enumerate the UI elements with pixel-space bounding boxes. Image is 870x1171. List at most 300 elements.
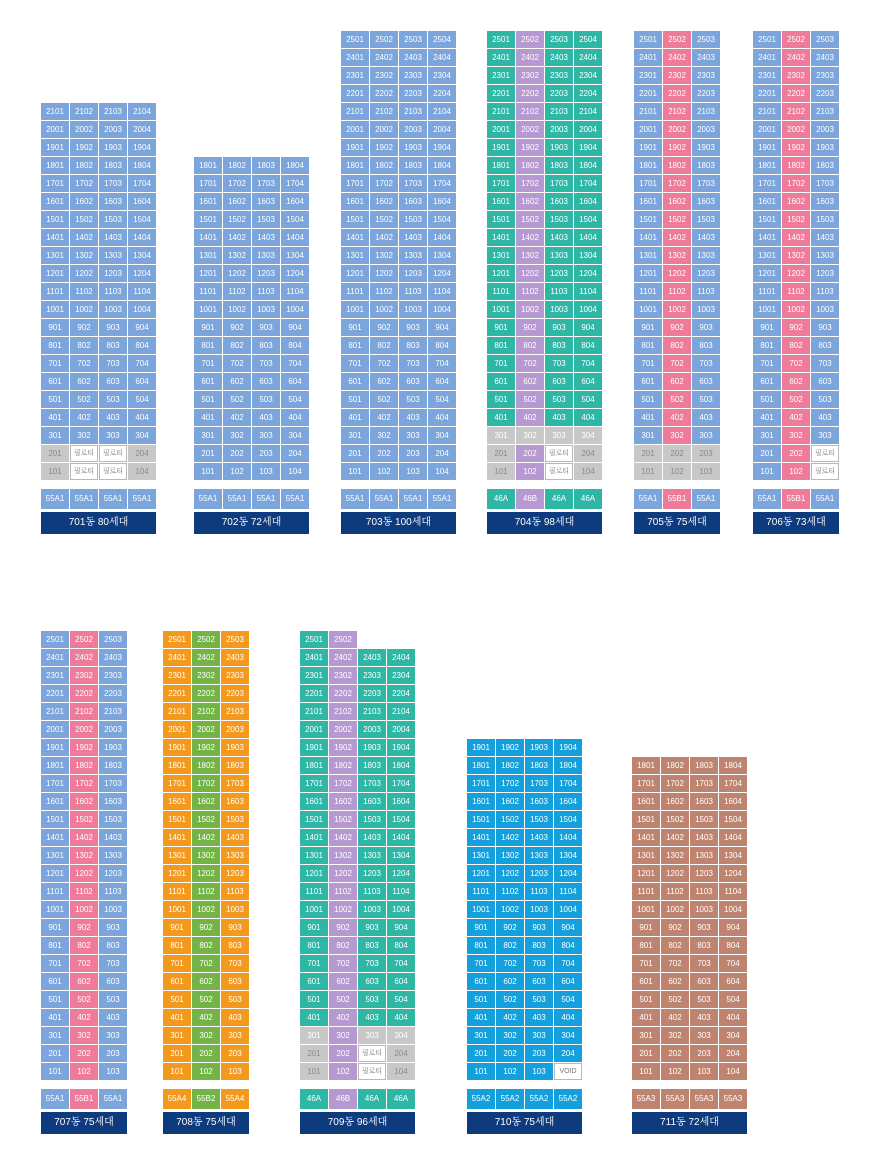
unit-cell[interactable]: 2304 [428, 67, 456, 84]
unit-cell[interactable]: 1203 [811, 265, 839, 282]
unit-cell[interactable]: 101 [753, 463, 781, 480]
unit-cell[interactable]: 401 [41, 409, 69, 426]
unit-cell[interactable]: 1302 [496, 847, 524, 864]
unit-cell[interactable]: 303 [252, 427, 280, 444]
unit-cell[interactable]: 1503 [252, 211, 280, 228]
unit-cell[interactable]: 504 [719, 991, 747, 1008]
unit-cell[interactable]: 304 [128, 427, 156, 444]
unit-cell[interactable]: 602 [70, 973, 98, 990]
unit-cell[interactable]: 204 [719, 1045, 747, 1062]
unit-cell[interactable]: 603 [221, 973, 249, 990]
unit-cell[interactable]: 1203 [690, 865, 718, 882]
unit-cell[interactable]: 703 [690, 955, 718, 972]
unit-cell[interactable]: 2102 [329, 703, 357, 720]
unit-cell[interactable]: 402 [223, 409, 251, 426]
unit-cell[interactable]: 1403 [545, 229, 573, 246]
unit-cell[interactable]: 1903 [99, 139, 127, 156]
unit-cell[interactable]: 1703 [811, 175, 839, 192]
unit-cell[interactable]: 2201 [634, 85, 662, 102]
unit-cell[interactable]: 2403 [692, 49, 720, 66]
unit-cell[interactable]: 2001 [41, 721, 69, 738]
unit-cell[interactable]: 303 [221, 1027, 249, 1044]
unit-cell[interactable]: 802 [70, 937, 98, 954]
unit-cell[interactable]: 204 [128, 445, 156, 462]
unit-cell[interactable]: 1602 [70, 193, 98, 210]
unit-cell[interactable]: 1601 [341, 193, 369, 210]
unit-cell[interactable]: 602 [192, 973, 220, 990]
unit-cell[interactable]: 1801 [467, 757, 495, 774]
unit-cell[interactable]: 1802 [192, 757, 220, 774]
unit-cell[interactable]: 1204 [554, 865, 582, 882]
unit-cell[interactable]: 703 [99, 955, 127, 972]
unit-cell[interactable]: 1303 [692, 247, 720, 264]
unit-cell[interactable]: 903 [358, 919, 386, 936]
unit-cell[interactable]: 1704 [387, 775, 415, 792]
unit-cell[interactable]: 802 [661, 937, 689, 954]
unit-cell[interactable]: 1501 [41, 211, 69, 228]
unit-cell[interactable]: 1502 [329, 811, 357, 828]
unit-cell[interactable]: 1701 [487, 175, 515, 192]
unit-cell[interactable]: 804 [128, 337, 156, 354]
unit-cell[interactable]: 903 [221, 919, 249, 936]
unit-cell[interactable]: 801 [41, 937, 69, 954]
unit-cell[interactable]: 2403 [399, 49, 427, 66]
unit-cell[interactable]: 1802 [496, 757, 524, 774]
unit-cell[interactable]: 402 [192, 1009, 220, 1026]
unit-cell[interactable]: 701 [632, 955, 660, 972]
unit-cell[interactable]: 1204 [128, 265, 156, 282]
unit-cell[interactable]: 801 [41, 337, 69, 354]
unit-cell[interactable]: 801 [632, 937, 660, 954]
unit-cell[interactable]: 102 [663, 463, 691, 480]
unit-cell[interactable]: 1604 [281, 193, 309, 210]
unit-cell[interactable]: 101 [300, 1063, 328, 1080]
unit-cell[interactable]: 1101 [41, 283, 69, 300]
unit-cell[interactable]: 504 [574, 391, 602, 408]
unit-cell[interactable]: 604 [387, 973, 415, 990]
unit-cell[interactable]: 801 [341, 337, 369, 354]
unit-cell[interactable]: 603 [99, 373, 127, 390]
unit-cell[interactable]: 1801 [487, 157, 515, 174]
unit-cell[interactable]: 1703 [99, 175, 127, 192]
unit-cell[interactable]: 1701 [41, 775, 69, 792]
unit-cell[interactable]: 103 [99, 1063, 127, 1080]
unit-cell[interactable]: 304 [554, 1027, 582, 1044]
unit-cell[interactable]: 1401 [487, 229, 515, 246]
unit-cell[interactable]: 403 [99, 409, 127, 426]
unit-cell[interactable]: 1001 [194, 301, 222, 318]
unit-cell[interactable]: 1001 [487, 301, 515, 318]
unit-cell[interactable]: 704 [128, 355, 156, 372]
unit-cell[interactable]: 2501 [487, 31, 515, 48]
unit-cell[interactable]: 1303 [811, 247, 839, 264]
unit-cell[interactable]: 703 [252, 355, 280, 372]
unit-cell[interactable]: 402 [329, 1009, 357, 1026]
unit-cell[interactable]: 501 [41, 391, 69, 408]
unit-cell[interactable]: 1903 [358, 739, 386, 756]
unit-cell[interactable]: 504 [281, 391, 309, 408]
unit-cell[interactable]: 501 [632, 991, 660, 1008]
unit-cell[interactable]: 1503 [399, 211, 427, 228]
unit-cell[interactable]: 1002 [223, 301, 251, 318]
unit-cell[interactable]: 1603 [358, 793, 386, 810]
unit-cell[interactable]: 1801 [341, 157, 369, 174]
unit-cell[interactable]: 202 [782, 445, 810, 462]
unit-cell[interactable]: 2303 [99, 667, 127, 684]
unit-cell[interactable]: 2004 [387, 721, 415, 738]
unit-cell[interactable]: 2401 [487, 49, 515, 66]
unit-cell[interactable]: 1204 [719, 865, 747, 882]
unit-cell[interactable]: 1402 [661, 829, 689, 846]
unit-cell[interactable]: 1102 [329, 883, 357, 900]
unit-cell[interactable]: 1201 [300, 865, 328, 882]
unit-cell[interactable]: 1401 [194, 229, 222, 246]
unit-cell[interactable]: 1901 [41, 139, 69, 156]
unit-cell[interactable]: 702 [782, 355, 810, 372]
unit-cell[interactable]: 1601 [41, 793, 69, 810]
unit-cell[interactable]: 101 [467, 1063, 495, 1080]
unit-cell[interactable]: 901 [341, 319, 369, 336]
unit-cell[interactable]: 1202 [516, 265, 544, 282]
unit-cell[interactable]: 403 [811, 409, 839, 426]
unit-cell[interactable]: 204 [387, 1045, 415, 1062]
unit-cell[interactable]: 802 [192, 937, 220, 954]
unit-cell[interactable]: 1103 [690, 883, 718, 900]
unit-cell[interactable]: 101 [194, 463, 222, 480]
unit-cell[interactable]: 1702 [70, 175, 98, 192]
unit-cell[interactable]: 2302 [329, 667, 357, 684]
unit-cell[interactable]: 403 [545, 409, 573, 426]
unit-cell[interactable]: 703 [99, 355, 127, 372]
unit-cell[interactable]: 2401 [341, 49, 369, 66]
unit-cell[interactable]: 901 [634, 319, 662, 336]
unit-cell[interactable]: 1704 [719, 775, 747, 792]
unit-cell[interactable]: 1802 [661, 757, 689, 774]
unit-cell[interactable]: 401 [632, 1009, 660, 1026]
unit-cell[interactable]: 502 [782, 391, 810, 408]
unit-cell[interactable]: 2202 [516, 85, 544, 102]
unit-cell[interactable]: 2101 [753, 103, 781, 120]
unit-cell[interactable]: 502 [663, 391, 691, 408]
unit-cell[interactable]: 1804 [387, 757, 415, 774]
unit-cell[interactable]: 203 [690, 1045, 718, 1062]
unit-cell[interactable]: 2401 [41, 649, 69, 666]
unit-cell[interactable]: 404 [387, 1009, 415, 1026]
unit-cell[interactable]: 1004 [554, 901, 582, 918]
unit-cell[interactable]: 202 [516, 445, 544, 462]
unit-cell[interactable]: 702 [663, 355, 691, 372]
unit-cell[interactable]: 2003 [358, 721, 386, 738]
unit-cell[interactable]: 803 [252, 337, 280, 354]
unit-cell[interactable]: 1703 [358, 775, 386, 792]
unit-cell[interactable]: 604 [574, 373, 602, 390]
unit-cell[interactable]: 803 [811, 337, 839, 354]
unit-cell[interactable]: 101 [341, 463, 369, 480]
unit-cell[interactable]: 1003 [692, 301, 720, 318]
unit-cell[interactable]: 2102 [192, 703, 220, 720]
unit-cell[interactable]: 603 [692, 373, 720, 390]
unit-cell[interactable]: 102 [496, 1063, 524, 1080]
unit-cell[interactable]: 901 [41, 919, 69, 936]
unit-cell[interactable]: 202 [329, 1045, 357, 1062]
unit-cell[interactable]: 804 [574, 337, 602, 354]
unit-cell[interactable]: 1601 [41, 193, 69, 210]
unit-cell[interactable]: 1003 [525, 901, 553, 918]
unit-cell[interactable]: 801 [163, 937, 191, 954]
unit-cell[interactable]: 1403 [221, 829, 249, 846]
unit-cell[interactable]: 1803 [399, 157, 427, 174]
unit-cell[interactable]: 1202 [223, 265, 251, 282]
unit-cell[interactable]: 1702 [370, 175, 398, 192]
unit-cell[interactable]: 1903 [545, 139, 573, 156]
unit-cell[interactable]: 2103 [221, 703, 249, 720]
unit-cell[interactable]: 2302 [70, 667, 98, 684]
unit-cell[interactable]: 2402 [70, 649, 98, 666]
unit-cell[interactable]: 801 [487, 337, 515, 354]
unit-cell[interactable]: 301 [632, 1027, 660, 1044]
unit-cell[interactable]: 1803 [690, 757, 718, 774]
unit-cell[interactable]: 104 [428, 463, 456, 480]
unit-cell[interactable]: 2401 [163, 649, 191, 666]
unit-cell[interactable]: 1602 [70, 793, 98, 810]
unit-cell[interactable]: 2503 [545, 31, 573, 48]
unit-cell[interactable]: 301 [487, 427, 515, 444]
unit-cell[interactable]: 903 [525, 919, 553, 936]
unit-cell[interactable]: 904 [281, 319, 309, 336]
unit-cell[interactable]: 1701 [163, 775, 191, 792]
unit-cell[interactable]: 1603 [690, 793, 718, 810]
unit-cell[interactable]: 302 [192, 1027, 220, 1044]
unit-cell[interactable]: 903 [99, 919, 127, 936]
unit-cell[interactable]: 필로티 [545, 463, 573, 480]
unit-cell[interactable]: 104 [281, 463, 309, 480]
unit-cell[interactable]: 1104 [387, 883, 415, 900]
unit-cell[interactable]: 2002 [70, 121, 98, 138]
unit-cell[interactable]: 401 [487, 409, 515, 426]
unit-cell[interactable]: 1701 [632, 775, 660, 792]
unit-cell[interactable]: 2302 [516, 67, 544, 84]
unit-cell[interactable]: 1202 [70, 265, 98, 282]
unit-cell[interactable]: 1601 [632, 793, 660, 810]
unit-cell[interactable]: 2304 [574, 67, 602, 84]
unit-cell[interactable]: 1602 [663, 193, 691, 210]
unit-cell[interactable]: 1802 [70, 757, 98, 774]
unit-cell[interactable]: 302 [70, 427, 98, 444]
unit-cell[interactable]: 1702 [516, 175, 544, 192]
unit-cell[interactable]: 2402 [192, 649, 220, 666]
unit-cell[interactable]: 1704 [574, 175, 602, 192]
unit-cell[interactable]: 1801 [300, 757, 328, 774]
unit-cell[interactable]: 1602 [370, 193, 398, 210]
unit-cell[interactable]: 2203 [692, 85, 720, 102]
unit-cell[interactable]: 1303 [221, 847, 249, 864]
unit-cell[interactable]: 2102 [70, 703, 98, 720]
unit-cell[interactable]: 2102 [516, 103, 544, 120]
unit-cell[interactable]: 1103 [811, 283, 839, 300]
unit-cell[interactable]: 1901 [487, 139, 515, 156]
unit-cell[interactable]: 2203 [358, 685, 386, 702]
unit-cell[interactable]: 1501 [634, 211, 662, 228]
unit-cell[interactable]: 1101 [341, 283, 369, 300]
unit-cell[interactable]: 1804 [554, 757, 582, 774]
unit-cell[interactable]: 703 [811, 355, 839, 372]
unit-cell[interactable]: 1501 [487, 211, 515, 228]
unit-cell[interactable]: 1603 [399, 193, 427, 210]
unit-cell[interactable]: 2101 [634, 103, 662, 120]
unit-cell[interactable]: 1004 [428, 301, 456, 318]
unit-cell[interactable]: 1502 [70, 211, 98, 228]
unit-cell[interactable]: 1903 [99, 739, 127, 756]
unit-cell[interactable]: 1803 [99, 157, 127, 174]
unit-cell[interactable]: 1702 [663, 175, 691, 192]
unit-cell[interactable]: 1203 [358, 865, 386, 882]
unit-cell[interactable]: 1201 [163, 865, 191, 882]
unit-cell[interactable]: 1302 [192, 847, 220, 864]
unit-cell[interactable]: 2201 [300, 685, 328, 702]
unit-cell[interactable]: 702 [192, 955, 220, 972]
unit-cell[interactable]: 1502 [516, 211, 544, 228]
unit-cell[interactable]: 501 [341, 391, 369, 408]
unit-cell[interactable]: 701 [467, 955, 495, 972]
unit-cell[interactable]: 1202 [661, 865, 689, 882]
unit-cell[interactable]: 1104 [574, 283, 602, 300]
unit-cell[interactable]: 1501 [753, 211, 781, 228]
unit-cell[interactable]: 2001 [163, 721, 191, 738]
unit-cell[interactable]: 1304 [719, 847, 747, 864]
unit-cell[interactable]: 1804 [281, 157, 309, 174]
unit-cell[interactable]: 1702 [192, 775, 220, 792]
unit-cell[interactable]: 1701 [341, 175, 369, 192]
unit-cell[interactable]: 803 [692, 337, 720, 354]
unit-cell[interactable]: 1904 [574, 139, 602, 156]
unit-cell[interactable]: 필로티 [811, 445, 839, 462]
unit-cell[interactable]: 1603 [99, 193, 127, 210]
unit-cell[interactable]: 903 [399, 319, 427, 336]
unit-cell[interactable]: 1501 [300, 811, 328, 828]
unit-cell[interactable]: 602 [223, 373, 251, 390]
unit-cell[interactable]: 1404 [428, 229, 456, 246]
unit-cell[interactable]: 1002 [329, 901, 357, 918]
unit-cell[interactable]: 1103 [525, 883, 553, 900]
unit-cell[interactable]: 102 [370, 463, 398, 480]
unit-cell[interactable]: 504 [428, 391, 456, 408]
unit-cell[interactable]: 702 [70, 355, 98, 372]
unit-cell[interactable]: 203 [99, 1045, 127, 1062]
unit-cell[interactable]: 504 [387, 991, 415, 1008]
unit-cell[interactable]: 704 [428, 355, 456, 372]
unit-cell[interactable]: 701 [41, 955, 69, 972]
unit-cell[interactable]: 904 [387, 919, 415, 936]
unit-cell[interactable]: 2104 [574, 103, 602, 120]
unit-cell[interactable]: 1102 [661, 883, 689, 900]
unit-cell[interactable]: 1604 [428, 193, 456, 210]
unit-cell[interactable]: 2203 [811, 85, 839, 102]
unit-cell[interactable]: 801 [634, 337, 662, 354]
unit-cell[interactable]: 701 [194, 355, 222, 372]
unit-cell[interactable]: 2502 [782, 31, 810, 48]
unit-cell[interactable]: 1904 [554, 739, 582, 756]
unit-cell[interactable]: 1901 [467, 739, 495, 756]
unit-cell[interactable]: 101 [632, 1063, 660, 1080]
unit-cell[interactable]: 502 [329, 991, 357, 1008]
unit-cell[interactable]: 802 [329, 937, 357, 954]
unit-cell[interactable]: 1403 [692, 229, 720, 246]
unit-cell[interactable]: 302 [496, 1027, 524, 1044]
unit-cell[interactable]: 2001 [753, 121, 781, 138]
unit-cell[interactable]: 402 [496, 1009, 524, 1026]
unit-cell[interactable]: 303 [811, 427, 839, 444]
unit-cell[interactable]: 1702 [223, 175, 251, 192]
unit-cell[interactable]: 1404 [128, 229, 156, 246]
unit-cell[interactable]: 302 [663, 427, 691, 444]
unit-cell[interactable]: 1204 [574, 265, 602, 282]
unit-cell[interactable]: 필로티 [70, 463, 98, 480]
unit-cell[interactable]: 1601 [634, 193, 662, 210]
unit-cell[interactable]: 1602 [782, 193, 810, 210]
unit-cell[interactable]: 603 [690, 973, 718, 990]
unit-cell[interactable]: 702 [223, 355, 251, 372]
unit-cell[interactable]: 1601 [753, 193, 781, 210]
unit-cell[interactable]: 201 [163, 1045, 191, 1062]
unit-cell[interactable]: 1803 [525, 757, 553, 774]
unit-cell[interactable]: 204 [428, 445, 456, 462]
unit-cell[interactable]: 403 [692, 409, 720, 426]
unit-cell[interactable]: 803 [545, 337, 573, 354]
unit-cell[interactable]: 2101 [41, 703, 69, 720]
unit-cell[interactable]: 1103 [545, 283, 573, 300]
unit-cell[interactable]: 1601 [194, 193, 222, 210]
unit-cell[interactable]: 1704 [281, 175, 309, 192]
unit-cell[interactable]: 2202 [192, 685, 220, 702]
unit-cell[interactable]: 501 [634, 391, 662, 408]
unit-cell[interactable]: 1001 [41, 901, 69, 918]
unit-cell[interactable]: 1302 [661, 847, 689, 864]
unit-cell[interactable]: 2101 [41, 103, 69, 120]
unit-cell[interactable]: 1302 [70, 847, 98, 864]
unit-cell[interactable]: 202 [192, 1045, 220, 1062]
unit-cell[interactable]: 1402 [663, 229, 691, 246]
unit-cell[interactable]: 1902 [70, 739, 98, 756]
unit-cell[interactable]: 2303 [399, 67, 427, 84]
unit-cell[interactable]: 2101 [163, 703, 191, 720]
unit-cell[interactable]: 401 [467, 1009, 495, 1026]
unit-cell[interactable]: 303 [690, 1027, 718, 1044]
unit-cell[interactable]: 201 [753, 445, 781, 462]
unit-cell[interactable]: 2502 [70, 631, 98, 648]
unit-cell[interactable]: 904 [574, 319, 602, 336]
unit-cell[interactable]: 401 [341, 409, 369, 426]
unit-cell[interactable]: 503 [399, 391, 427, 408]
unit-cell[interactable]: 2104 [128, 103, 156, 120]
unit-cell[interactable]: 2101 [341, 103, 369, 120]
unit-cell[interactable]: 1401 [634, 229, 662, 246]
unit-cell[interactable]: 1101 [487, 283, 515, 300]
unit-cell[interactable]: 603 [545, 373, 573, 390]
unit-cell[interactable]: 302 [223, 427, 251, 444]
unit-cell[interactable]: 1703 [525, 775, 553, 792]
unit-cell[interactable]: 403 [221, 1009, 249, 1026]
unit-cell[interactable]: 1301 [487, 247, 515, 264]
unit-cell[interactable]: 2301 [634, 67, 662, 84]
unit-cell[interactable]: 1402 [329, 829, 357, 846]
unit-cell[interactable]: 1701 [634, 175, 662, 192]
unit-cell[interactable]: 202 [663, 445, 691, 462]
unit-cell[interactable]: 2404 [574, 49, 602, 66]
unit-cell[interactable]: 1301 [632, 847, 660, 864]
unit-cell[interactable]: 1302 [70, 247, 98, 264]
unit-cell[interactable]: 1204 [387, 865, 415, 882]
unit-cell[interactable]: 2002 [782, 121, 810, 138]
